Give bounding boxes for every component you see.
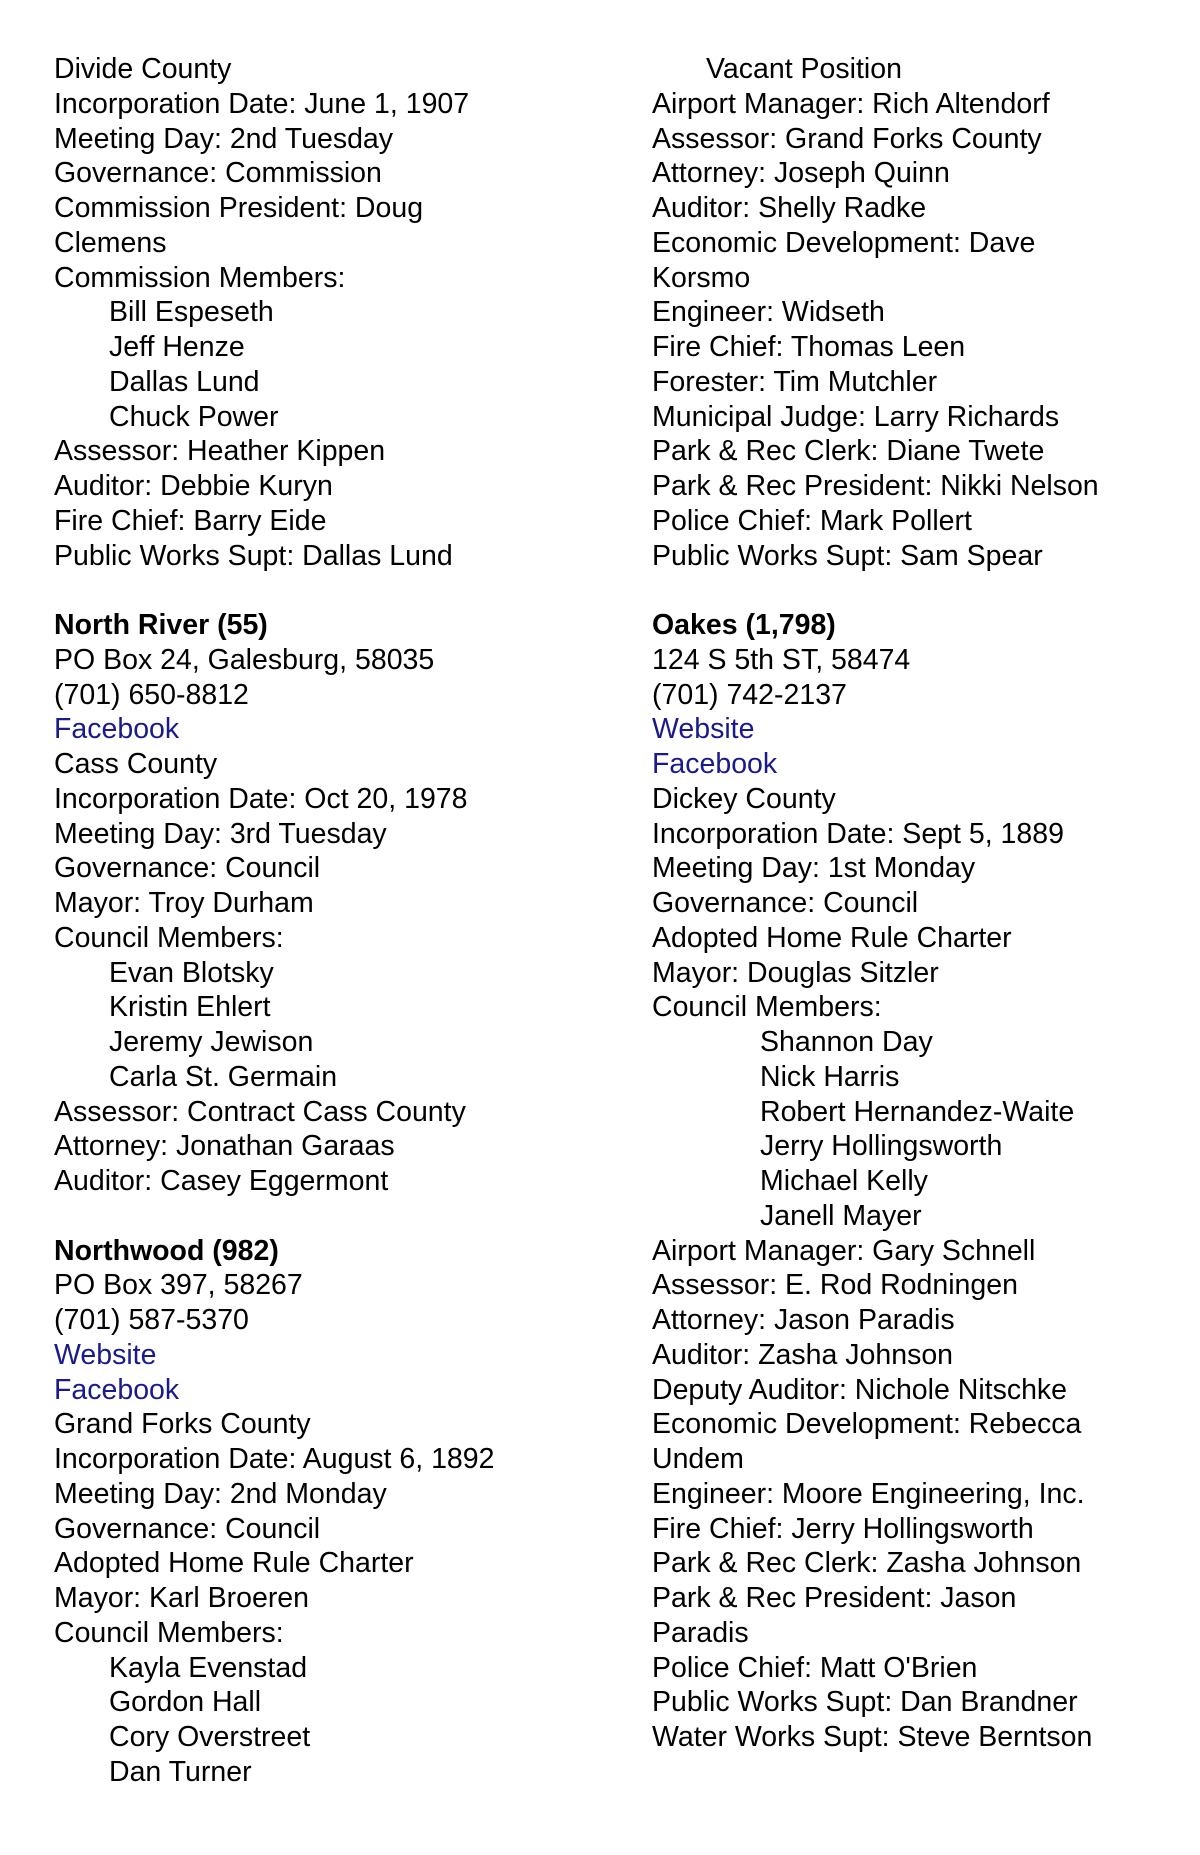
official: Deputy Auditor: Nichole Nitschke [652,1373,1068,1406]
left-column [54,52,614,1790]
official: Economic Development: Dave [652,226,1036,259]
county-name: Grand Forks County [54,1408,311,1441]
official: Assessor: Heather Kippen [54,435,386,468]
northwood-section [54,1234,614,1790]
member-name: Janell Mayer [760,1199,922,1232]
member-name: Gordon Hall [109,1686,262,1719]
official: Attorney: Joseph Quinn [652,157,950,190]
official-cont: Undem [652,1443,744,1475]
commission-president-cont: Clemens [54,226,167,259]
official: Public Works Supt: Dan Brandner [652,1686,1078,1719]
members-label: Council Members: [54,1616,284,1649]
official: Assessor: Contract Cass County [54,1095,466,1128]
member-name: Carla St. Germain [109,1060,338,1093]
governance: Governance: Council [54,852,321,885]
section-spacer [54,1199,614,1234]
official: Engineer: Moore Engineering, Inc. [652,1477,1085,1510]
member-name: Shannon Day [760,1026,933,1058]
city-heading: Oakes (1,798) [652,609,836,641]
official: Fire Chief: Jerry Hollingsworth [652,1512,1034,1545]
official: Assessor: Grand Forks County [652,122,1042,155]
northwood-continued-section [652,52,1192,573]
phone: (701) 742-2137 [652,678,847,711]
city-heading: North River (55) [54,609,268,641]
member-name: Kristin Ehlert [109,991,271,1024]
member-name: Dan Turner [109,1755,252,1788]
mayor: Mayor: Douglas Sitzler [652,956,939,989]
official: Park & Rec President: Nikki Nelson [652,470,1099,502]
divide-county-section [54,52,614,573]
official: Park & Rec President: Jason [652,1582,1017,1614]
governance: Governance: Council [652,887,919,919]
official: Attorney: Jason Paradis [652,1304,955,1336]
governance: Governance: Commission [54,157,382,190]
official: Park & Rec Clerk: Diane Twete [652,435,1045,468]
right-column [652,52,1192,1755]
official: Fire Chief: Barry Eide [54,504,327,537]
meeting-day: Meeting Day: 1st Monday [652,852,976,885]
official: Water Works Supt: Steve Berntson [652,1721,1093,1753]
official: Engineer: Widseth [652,296,885,329]
county-name: Divide County [54,53,232,85]
member-name: Evan Blotsky [109,956,274,989]
section-spacer [652,573,1192,608]
meeting-day: Meeting Day: 3rd Tuesday [54,817,387,850]
official-cont: Korsmo [652,261,751,294]
official: Forester: Tim Mutchler [652,365,938,398]
official: Airport Manager: Rich Altendorf [652,87,1050,120]
city-heading: Northwood (982) [54,1234,279,1267]
member-name: Dallas Lund [109,365,260,398]
member-name: Bill Espeseth [109,296,274,329]
incorporation-date: Incorporation Date: Oct 20, 1978 [54,782,468,815]
member-name: Jerry Hollingsworth [760,1130,1003,1163]
meeting-day: Meeting Day: 2nd Tuesday [54,122,394,155]
official: Airport Manager: Gary Schnell [652,1234,1036,1267]
website-link[interactable]: Website [54,1338,157,1371]
official: Auditor: Zasha Johnson [652,1338,954,1371]
phone: (701) 587-5370 [54,1304,249,1336]
county-name: Cass County [54,748,218,780]
member-name: Chuck Power [109,400,279,433]
meeting-day: Meeting Day: 2nd Monday [54,1477,387,1510]
incorporation-date: Incorporation Date: August 6, 1892 [54,1443,495,1475]
member-name: Jeff Henze [109,331,245,363]
address: 124 S 5th ST, 58474 [652,643,911,676]
member-name: Nick Harris [760,1060,900,1093]
county-name: Dickey County [652,782,836,815]
official: Police Chief: Matt O'Brien [652,1651,978,1684]
section-spacer [54,573,614,608]
official: Economic Development: Rebecca [652,1408,1082,1441]
incorporation-date: Incorporation Date: Sept 5, 1889 [652,817,1064,850]
oakes-section [652,608,1192,1755]
official: Fire Chief: Thomas Leen [652,331,966,363]
address: PO Box 397, 58267 [54,1269,303,1302]
members-label: Council Members: [54,921,284,954]
home-rule-charter: Adopted Home Rule Charter [652,921,1012,954]
facebook-link[interactable]: Facebook [54,1373,180,1406]
official: Municipal Judge: Larry Richards [652,400,1060,433]
official: Public Works Supt: Dallas Lund [54,539,453,572]
official: Attorney: Jonathan Garaas [54,1130,395,1163]
address: PO Box 24, Galesburg, 58035 [54,643,435,676]
member-name: Robert Hernandez-Waite [760,1095,1075,1128]
commission-president: Commission President: Doug [54,192,424,224]
incorporation-date: Incorporation Date: June 1, 1907 [54,87,470,120]
official: Park & Rec Clerk: Zasha Johnson [652,1547,1082,1580]
member-name: Cory Overstreet [109,1721,311,1753]
official: Assessor: E. Rod Rodningen [652,1269,1018,1302]
official: Auditor: Casey Eggermont [54,1165,389,1197]
facebook-link[interactable]: Facebook [652,748,778,780]
governance: Governance: Council [54,1512,321,1545]
mayor: Mayor: Troy Durham [54,887,314,919]
official: Auditor: Shelly Radke [652,192,927,224]
official: Auditor: Debbie Kuryn [54,470,333,502]
facebook-link[interactable]: Facebook [54,713,180,746]
website-link[interactable]: Website [652,713,755,746]
members-label: Council Members: [652,991,882,1024]
mayor: Mayor: Karl Broeren [54,1582,310,1614]
official: Public Works Supt: Sam Spear [652,539,1043,572]
official-cont: Paradis [652,1616,749,1649]
vacant-position: Vacant Position [706,53,902,85]
phone: (701) 650-8812 [54,678,249,711]
member-name: Michael Kelly [760,1165,928,1197]
member-name: Kayla Evenstad [109,1651,308,1684]
north-river-section [54,608,614,1199]
official: Police Chief: Mark Pollert [652,504,972,537]
member-name: Jeremy Jewison [109,1026,314,1058]
members-label: Commission Members: [54,261,346,294]
home-rule-charter: Adopted Home Rule Charter [54,1547,414,1580]
